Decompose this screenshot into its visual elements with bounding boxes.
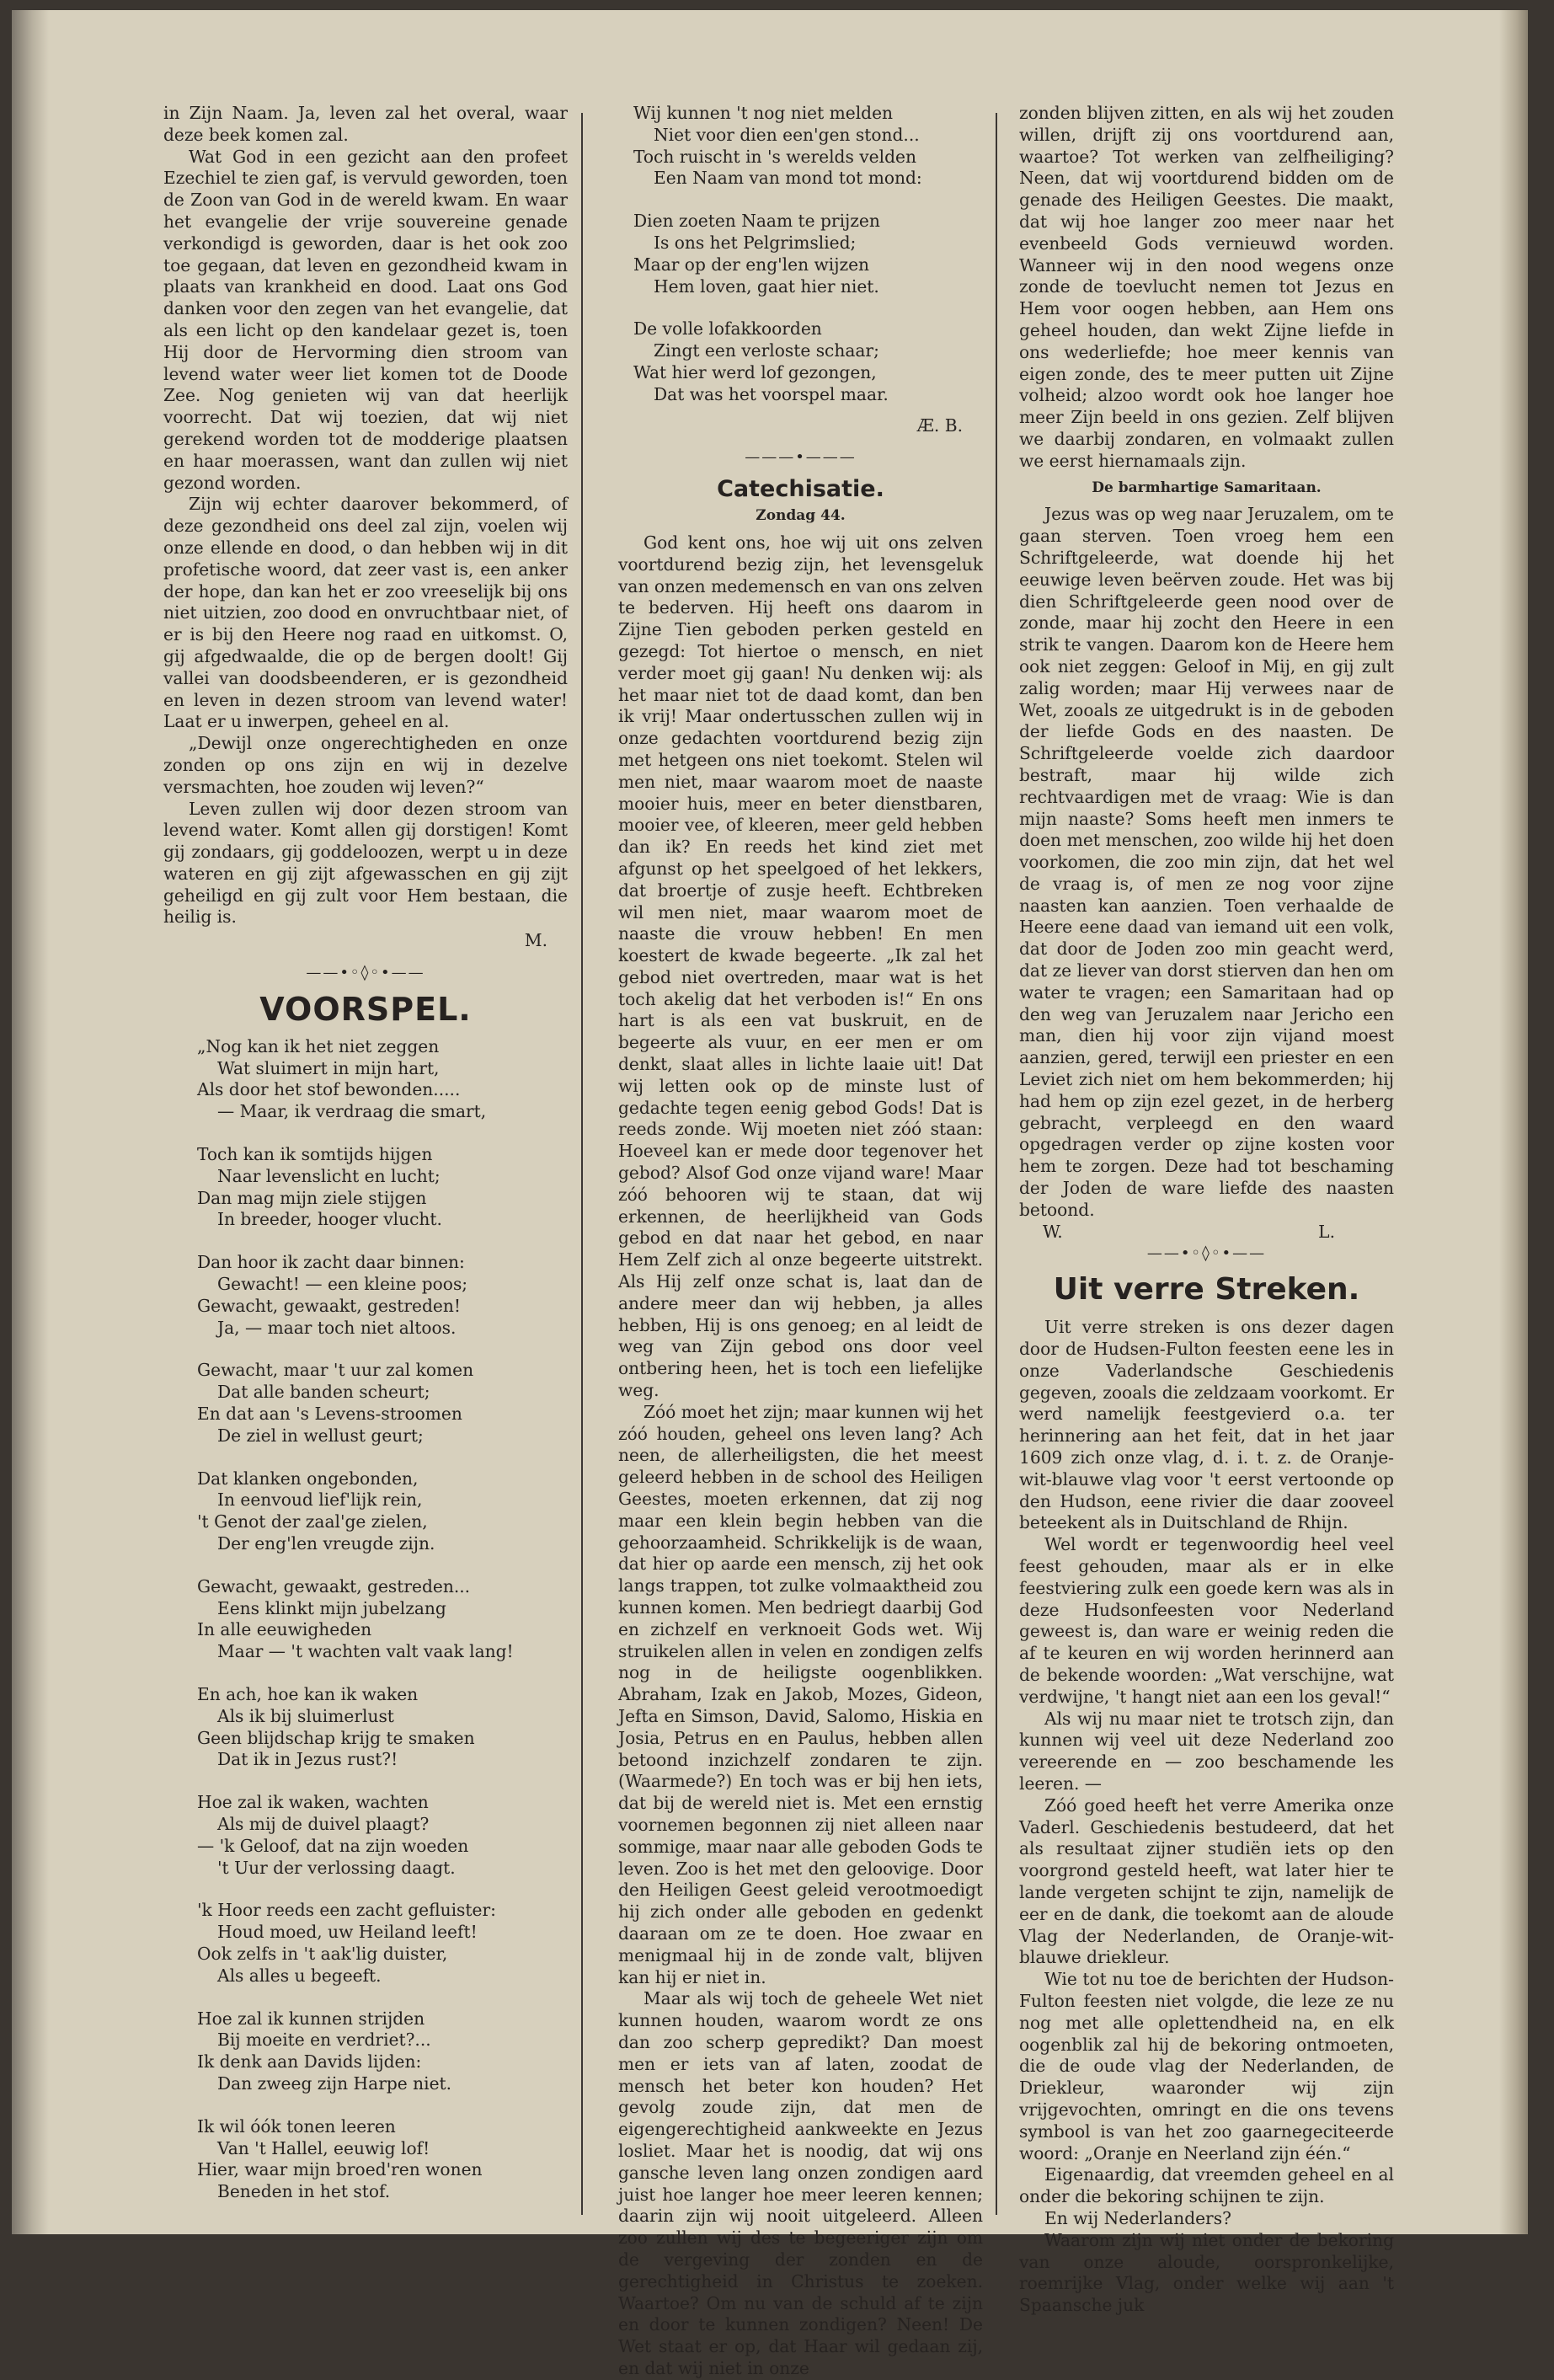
poem-line: Ook zelfs in 't aak'lig duister, [197,1943,448,1964]
paragraph: Wel wordt er tegenwoordig heel veel feest gehouden, maar als er in elke feestviering zulk een goede kern was als in deze Hudsonfeesten voor Nederland geweest is, dan ware er weinig reden die af te keuren en wij worden herinnerd aan de bekende woorden: „Wat verschijne, wat verdwijne, 't hangt niet aan een los geval!“ [1019,1534,1394,1707]
poem-line: Als ik bij sluimerlust [217,1705,394,1726]
column-rule [581,113,583,2215]
paragraph: Zóó moet het zijn; maar kunnen wij het zóó houden, geheel ons leven lang? Ach neen, de allerheiligsten, die het meest geleerd hebben in de school des Heiligen Geestes, moeten erkennen, dat zij nog maar een klein begin hebben van die gehoorzaamheid. Schrikkelijk is de waan, dat hier op aarde een mensch, zij het ook langs trappen, tot zulke volmaaktheid zou kunnen komen. Men bedriegt daarbij God en zichzelf en verknoeit Gods wet. Wij struikelen allen in velen en zondigen zelfs nog in de heiligste oogenblikken. Abraham, Izak en Jakob, Mozes, Gideon, Jefta en Simson, David, Salomo, Hiskia en Josia, Petrus en en Paulus, hebben allen betoond inzichzelf zondaren te zijn. (Waarmede?) En toch was er bij hen iets, dat bij de wereld niet is. Met een ernstig voornemen begonnen zij niet alleen naar sommige, maar naar alle geboden Gods te leven. Zoo is het met den geloovige. Door den Heiligen Geest geleid verootmoedigt hij zich onder alle geboden en gedenkt daaraan om ze te doen. Hoe zwaar en menigmaal hij in de zonde valt, blijven kan hij er niet in. [618,1401,983,1987]
poem-line: Bij moeite en verdriet?... [217,2030,431,2051]
poem-line: Van 't Hallel, eeuwig lof! [217,2137,430,2158]
poem-line: Hoe zal ik kunnen strijden [197,2008,425,2029]
poem-line: Gewacht, gewaakt, gestreden... [197,1575,471,1596]
poem-stanza [633,211,983,297]
column-left [163,103,568,2209]
paragraph: Uit verre streken is ons dezer dagen door de Hudsen-Fulton feesten eene les in onze Vaderlandsche Geschiedenis gegeven, zooals die zeldzaam voorkomt. Er werd namelijk feestgevierd o.a. ter herinnering aan het feit, dat in het jaar 1609 zich onze vlag, d. i. t. z. de Oranje-wit-blauwe vlag voor 't eerst vertoonde op den Hudson, eene rivier die daar zooveel beteekent als in Duitschland de Rhijn. [1019,1317,1394,1533]
column-right [1019,103,1394,2316]
poem-line: Dat was het voorspel maar. [654,383,889,404]
poem-line: Hem loven, gaat hier niet. [654,275,879,297]
poem-line: Een Naam van mond tot mond: [654,168,922,189]
poem-line: Is ons het Pelgrimslied; [654,232,857,253]
paragraph: „Dewijl onze ongerechtigheden en onze zonden op ons zijn en wij in dezelve versmachten, hoe zouden wij leven?“ [163,733,568,797]
poem-line: Dat alle banden scheurt; [217,1382,430,1403]
poem-line: Wat sluimert in mijn hart, [217,1057,440,1078]
poem-line: Wat hier werd lof gezongen, [633,361,877,382]
poem-stanza [197,2008,568,2095]
poem-line: Als mij de duivel plaagt? [217,1813,430,1834]
poem-line: Eens klinkt mijn jubelzang [217,1597,446,1618]
poem-stanza [197,1792,568,1879]
paragraph: Wat God in een gezicht aan den profeet Ezechiel te zien gaf, is vervuld geworden, toen de Zoon van God in de wereld kwam. En waar het evangelie der vrije souvereine genade verkondigd is geworden, daar is het ook zoo toe gegaan, dat leven en gezondheid kwam in plaats van krankheid en dood. Laat ons God danken voor den zegen van het evangelie, dat als een licht op den kandelaar gezet is, toen Hij door de Hervorming dien stroom van levend water weer liet komen tot de Doode Zee. Nog genieten wij van dat heerlijk voorrecht. Dat wij toezien, dat wij niet gerekend worden tot de modderige plaatsen en haar moerassen, want dan zullen wij niet gezond worden. [163,146,568,493]
poem-line: De volle lofakkoorden [633,318,822,340]
ornament-divider: ——•◦◊◦•—— [1146,1244,1267,1263]
poem-stanza [197,1576,568,1663]
poem-line: — 'k Geloof, dat na zijn woeden [197,1835,469,1856]
paragraph: Waarom zijn wij niet onder de bekoring van onze aloude, oorspronkelijke, roemrijke Vlag, onder welke wij aan 't Spaansche juk [1019,2229,1394,2316]
poem-stanza [197,1144,568,1231]
poem-line: Zingt een verloste schaar; [654,340,879,361]
paragraph: Zijn wij echter daarover bekommerd, of deze gezondheid ons deel zal zijn, voelen wij onze ellende en dood, o dan hebben wij in dit profetische woord, dat zeer vast is, een anker der hope, dan kan het er zoo vreeselijk bij ons niet uitzien, zoo dood en onvruchtbaar niet, of er is bij den Heere nog raad en uitkomst. O, gij afgedwaalde, die op de bergen doolt! Gij vallei van doodsbeenderen, er is gezondheid en leven in dezen stroom van levend water! Laat er u inwerpen, geheel en al. [163,494,568,732]
poem-stanza [197,1900,568,1987]
poem-line: Naar levenslicht en lucht; [217,1165,441,1186]
paragraph: in Zijn Naam. Ja, leven zal het overal, waar deze beek komen zal. [163,103,568,145]
poem-line: En ach, hoe kan ik waken [197,1684,419,1704]
poem-line: In alle eeuwigheden [197,1619,372,1640]
section-subheading: De barmhartige Samaritaan. [1092,479,1322,496]
poem-stanza [197,1360,568,1447]
paragraph: Eigenaardig, dat vreemden geheel en al onder die bekoring schijnen te zijn. [1019,2164,1394,2207]
poem-line: Hier, waar mijn broed'ren wonen [197,2159,483,2180]
poem-line: „Nog kan ik het niet zeggen [197,1035,440,1056]
paragraph: Maar als wij toch de geheele Wet niet kunnen houden, waarom wordt ze ons dan zoo scherp gepredikt? Dan moest men er iets van af laten, zoodat de mensch het beter kon houden? Het gevolg zoude zijn, dat men de eigengerechtigheid aankweekte en Jezus losliet. Maar het is noodig, dat wij ons gansche leven lang onzen zondigen aard juist hoe langer hoe meer leeren kennen; daarin zijn wij nooit uitgeleerd. Alleen zoo zullen wij des te begeeriger zijn om de vergeving der zonden en de gerechtigheid in Christus te zoeken. Waartoe? Om nu van de schuld af te zijn en door te kunnen zondigen? Neen! De Wet staat er op, dat Haar wil gedaan zij, en dat wij niet in onze [618,1988,983,2378]
section-title: Uit verre Streken. [1053,1272,1360,1308]
poem-line: Dat klanken ongebonden, [197,1468,419,1489]
signature-initial: W. [1043,1221,1063,1242]
section-subtitle: Zondag 44. [756,507,846,525]
poem-line: — Maar, ik verdraag die smart, [217,1101,487,1122]
poem-line: Der eng'len vreugde zijn. [217,1533,435,1554]
page-edge-shadow [1499,10,1528,2234]
poem-line: Dan mag mijn ziele stijgen [197,1187,427,1208]
poem-line: Toch ruischt in 's werelds velden [633,146,916,167]
poem-line: Toch kan ik somtijds hijgen [197,1144,433,1165]
poem-line: 't Genot der zaal'ge zielen, [197,1511,428,1532]
column-middle [618,103,983,2378]
poem-line: Niet voor dien een'gen stond... [654,124,920,145]
poem-line: Gewacht! — een kleine poos; [217,1274,468,1295]
ornament-divider: ———•——— [745,448,857,467]
poem-line: Maar op der eng'len wijzen [633,254,870,275]
poem-line: Maar — 't wachten valt vaak lang! [217,1641,514,1662]
article-signature: M. [524,930,547,951]
poem-line: 'k Hoor reeds een zacht gefluister: [197,1900,496,1921]
poem-line: Beneden in het stof. [217,2181,391,2202]
poem-line: In eenvoud lief'lijk rein, [217,1490,423,1511]
poem-stanza [197,1684,568,1771]
ornament-divider: ——•◦◊◦•—— [306,964,425,982]
poem-voorspel-continued [633,103,983,406]
poem-line: Gewacht, maar 't uur zal komen [197,1360,474,1381]
poem-line: Geen blijdschap krijg te smaken [197,1727,475,1748]
newspaper-page [12,10,1528,2378]
poem-line: Dat ik in Jezus rust?! [217,1749,398,1770]
poem-stanza [633,103,983,190]
paragraph: zonden blijven zitten, en als wij het zouden willen, drijft zij ons voortdurend aan, waartoe? Tot werken van zelfheiliging? Neen, dat wij voortdurend bidden om de genade des Heiligen Geestes. Die maakt, dat wij hoe langer zoo meer naar het evenbeeld Gods vernieuwd worden. Wanneer wij in den nood wegens onze zonde de toevlucht nemen tot Jezus en Hem voor oogen hebben, aan Hem ons geheel houden, dan wekt Zijne liefde in ons wederliefde; hoe meer kennis van eigen zonde, des te meer putten uit Zijne volheid; alzoo wordt ook hoe langer hoe meer Zijn beeld in ons gezien. Zelf blijven we daarbij zondaren, en volmaakt zullen we eerst hiernamaals zijn. [1019,103,1394,471]
poem-signature: Æ. B. [916,414,963,436]
poem-line: In breeder, hooger vlucht. [217,1209,442,1230]
poem-line: 't Uur der verlossing daagt. [217,1857,456,1878]
poem-stanza [197,1468,568,1555]
column-rule [996,113,997,2215]
poem-stanza [633,318,983,405]
paragraph: Leven zullen wij door dezen stroom van levend water. Komt allen gij dorstigen! Komt gij zondaars, gij goddeloozen, werpt u in deze wateren en gij zijt afgewasschen en gij zijt geheiligd en gij zult voor Hem bestaan, die heilig is. [163,798,568,928]
poem-title: VOORSPEL. [259,990,472,1028]
signature-initial: L. [1318,1221,1335,1242]
poem-line: De ziel in wellust geurt; [217,1425,424,1446]
poem-line: Ik denk aan Davids lijden: [197,2051,422,2072]
poem-line: Als door het stof bewonden..... [197,1079,461,1100]
paragraph: Wie tot nu toe de berichten der Hudson-Fulton feesten niet volgde, die leze ze nu nog met alle oplettendheid na, en elk oogenblik zal hij de bekoring ontmoeten, die de oude vlag der Nederlanden, de Driekleur, waaronder wij zijn vrijgevochten, omringt en die ons tevens symbool is van het zoo gaarnegeciteerde woord: „Oranje en Neerland zijn één.“ [1019,1969,1394,2163]
paragraph: God kent ons, hoe wij uit ons zelven voortdurend bezig zijn, het levensgeluk van onzen medemensch en van ons zelven te bederven. Hij heeft ons daarom in Zijne Tien geboden perken gesteld en gezegd: Tot hiertoe o mensch, en niet verder moet gij gaan! Nu denken wij: als het maar niet tot de daad komt, dan ben ik vrij! Maar ondertusschen zullen wij in onze gedachten voortdurend bezig zijn met hetgeen ons niet toekomt. Stelen wil men niet, maar waarom moet de naaste mooier huis, meer en beter dienstbaren, mooier vee, of kleeren, meer geld hebben dan ik? En reeds het kind ziet met afgunst op het speelgoed of het lekkers, dat broertje of zusje heeft. Echtbreken wil men niet, maar waarom moet de naaste die vrouw hebben! En men koestert de kwade begeerte. „Ik zal het gebod niet overtreden, maar wat is het toch akelig dat het verboden is!“ En ons hart is als een vat buskruit, en de begeerte als vuur, en eer men er om denkt, slaat alles in lichte laaie uit! Dat wij letten ook op de minste lust of gedachte tegen eenig gebod Gods! Dat is reeds zonde. Wij moeten niet zóó staan: Hoeveel kan er mede door tegenover het gebod? Alsof God onze vijand ware! Maar zóó behooren wij te staan, dat wij erkennen, de heerlijkheid van Gods gebod en dat naar het gebod, en naar Hem Zelf zich al onze begeerte uitstrekt. Als Hij zelf onze schat is, laat dan de andere meer dan wij hebben, ja alles hebben, Hij is ons genoeg; en al leidt de weg van Zijn gebod ons door veel ontbering heen, het is toch een liefelijke weg. [618,532,983,1401]
paragraph: Jezus was op weg naar Jeruzalem, om te gaan sterven. Toen vroeg hem een Schriftgeleerde, wat doende hij het eeuwige leven beërven zoude. Het was bij dien Schriftgeleerde geen nood over de zonde, maar hij zocht den Heere in een strik te vangen. Daarom kon de Heere hem ook niet zeggen: Geloof in Mij, en gij zult zalig worden; maar Hij verwees naar de Wet, zooals ze uitgedrukt is in de geboden der liefde Gods en des naasten. De Schriftgeleerde voelde zich daardoor bestraft, maar hij wilde zich rechtvaardigen met de vraag: Wie is dan mijn naaste? Soms heeft men inmers te doen met menschen, zoo wilde hij het doen voorkomen, die zoo min zijn, dat het wel de vraag is, of men ze nog voor zijne naasten kan aanzien. Toen verhaalde de Heere eene daad van iemand uit een volk, dat door de Joden zoo min geacht werd, dat ze liever van dorst stierven dan hen om water te vragen; een Samaritaan had op den weg van Jeruzalem naar Jericho een man, dien hij voor zijn vijand moest aanzien, gered, terwijl een priester en een Leviet zich niet om hem bekommerden; hij had hem op zijn ezel gezet, in de herberg gebracht, verpleegd en den waard opgedragen verder op zijne kosten voor hem te zorgen. Deze had tot beschaming der Joden de ware liefde des naasten betoond. [1019,504,1394,1220]
poem-line: Dien zoeten Naam te prijzen [633,211,880,232]
poem-line: Ik wil óók tonen leeren [197,2115,396,2137]
poem-line: Als alles u begeeft. [217,1965,382,1986]
poem-stanza [197,2116,568,2203]
poem-line: Gewacht, gewaakt, gestreden! [197,1295,461,1316]
poem-stanza [197,1252,568,1339]
poem-line: Dan hoor ik zacht daar binnen: [197,1252,465,1273]
poem-line: Hoe zal ik waken, wachten [197,1792,429,1813]
poem-line: En dat aan 's Levens-stroomen [197,1404,462,1425]
paragraph: En wij Nederlanders? [1044,2207,1231,2228]
article-signature [1019,1222,1394,1243]
poem-stanza [197,1036,568,1123]
section-title: Catechisatie. [717,476,884,503]
paragraph: Zóó goed heeft het verre Amerika onze Vaderl. Geschiedenis bestudeerd, dat het als resultaat zijner studiën iets op den voorgrond gesteld heeft, wat later hier te lande vergeten schijnt te zijn, namelijk de eer en de dank, die toekomt aan de aloude Vlag der Nederlanden, de Oranje-wit-blauwe driekleur. [1019,1794,1394,1968]
page-binding-shadow [12,10,49,2234]
poem-voorspel [197,1036,568,2203]
poem-line: Wij kunnen 't nog niet melden [633,103,894,123]
poem-line: Dan zweeg zijn Harpe niet. [217,2072,452,2094]
paragraph: Als wij nu maar niet te trotsch zijn, dan kunnen wij veel uit deze Nederland zoo vereerende en — zoo beschamende les leeren. — [1019,1708,1394,1794]
poem-line: Houd moed, uw Heiland leeft! [217,1922,478,1943]
poem-line: Ja, — maar toch niet altoos. [217,1317,457,1338]
